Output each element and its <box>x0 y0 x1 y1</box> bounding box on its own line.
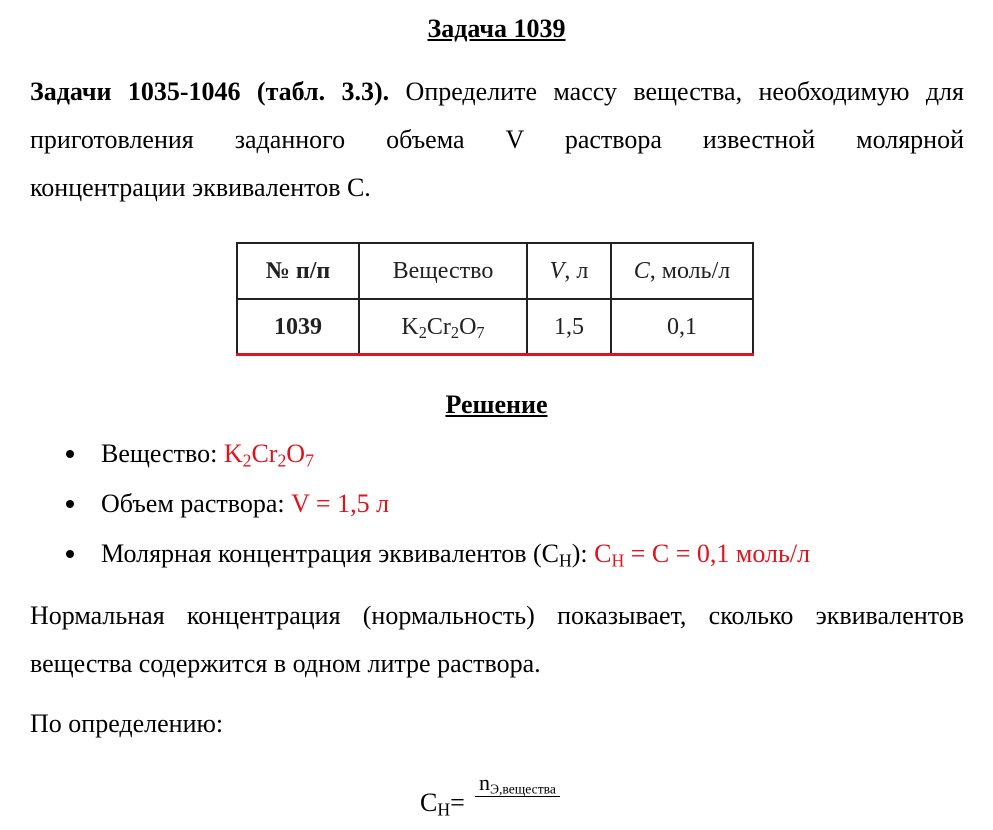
bullet-icon <box>66 550 74 558</box>
formula-sub: 2 <box>242 450 252 471</box>
header-concentration-unit: , моль/л <box>649 257 731 284</box>
label-sub: Н <box>558 550 572 571</box>
lhs-symbol: С <box>420 788 438 817</box>
given-list <box>62 426 810 576</box>
bullet-icon <box>66 450 74 458</box>
label-prefix: Молярная концентрация эквивалентов (С <box>101 539 559 568</box>
cell-volume: 1,5 <box>527 299 611 355</box>
header-substance: Вещество <box>359 243 527 299</box>
header-volume-symbol: V <box>549 257 565 284</box>
table-red-underline <box>236 353 754 356</box>
statement-line-2: приготовления заданного объема V раствора известной молярной <box>30 125 964 154</box>
cell-concentration: 0,1 <box>611 299 753 355</box>
item-label: Объем раствора: <box>101 489 292 518</box>
statement-bold-ref: Задачи 1035-1046 (табл. 3.3). <box>30 77 390 106</box>
header-concentration <box>611 243 753 299</box>
formula-sub: 2 <box>277 450 287 471</box>
formula-fraction <box>475 770 560 797</box>
cell-substance <box>359 299 527 355</box>
solution-heading: Решение <box>445 390 548 419</box>
formula-sub: 2 <box>450 322 460 342</box>
condition-table <box>236 242 754 356</box>
formula-part: Cr <box>426 313 451 340</box>
table-row <box>237 299 753 355</box>
list-item <box>62 526 810 576</box>
header-volume-unit: , л <box>564 257 589 284</box>
label-suffix: ): <box>571 539 595 568</box>
paragraph-line-1: Нормальная концентрация (нормальность) показывает, сколько эквивалентов <box>30 601 964 630</box>
problem-title: Задача 1039 <box>427 14 566 43</box>
problem-statement <box>30 68 964 212</box>
list-item <box>62 476 810 526</box>
item-value <box>594 539 811 571</box>
numerator-symbol: n <box>479 770 490 795</box>
header-concentration-symbol: C <box>633 257 650 284</box>
lhs-sub: Н <box>437 799 451 820</box>
cell-number: 1039 <box>237 299 359 355</box>
formula-sub: 7 <box>476 322 485 342</box>
statement-line-1-rest: Определите массу вещества, необходимую для <box>389 77 964 106</box>
item-label: Вещество: <box>101 439 224 468</box>
formula-part: O <box>459 313 477 340</box>
bullet-icon <box>66 500 74 508</box>
value-prefix: С <box>594 539 612 568</box>
formula-numerator <box>475 770 560 797</box>
formula-sub: 2 <box>418 322 427 342</box>
table-header-row <box>237 243 753 299</box>
statement-line-3: концентрации эквивалентов С. <box>30 173 371 202</box>
formula-part: Cr <box>251 439 278 468</box>
formula-part: K <box>401 313 419 340</box>
value-suffix: = С = 0,1 моль/л <box>624 539 811 568</box>
definition-intro: По определению: <box>30 709 224 738</box>
item-value: V = 1,5 л <box>291 489 390 518</box>
condition-table-wrapper <box>236 242 758 358</box>
header-volume <box>527 243 611 299</box>
formula-sub: 7 <box>305 450 314 471</box>
statement-line-1 <box>30 68 964 116</box>
list-item <box>62 426 810 476</box>
formula-lhs <box>420 788 465 818</box>
header-number: № п/п <box>237 243 359 299</box>
numerator-sub: Э,вещества <box>490 781 556 797</box>
paragraph-line-2: вещества содержится в одном литре раствора. <box>30 649 541 678</box>
item-label <box>101 539 595 571</box>
formula-part: O <box>286 439 306 468</box>
formula-part: K <box>223 439 243 468</box>
value-sub: Н <box>611 550 625 571</box>
equals-sign: = <box>450 788 465 817</box>
explanation-paragraph <box>30 592 964 688</box>
item-value <box>223 439 314 471</box>
